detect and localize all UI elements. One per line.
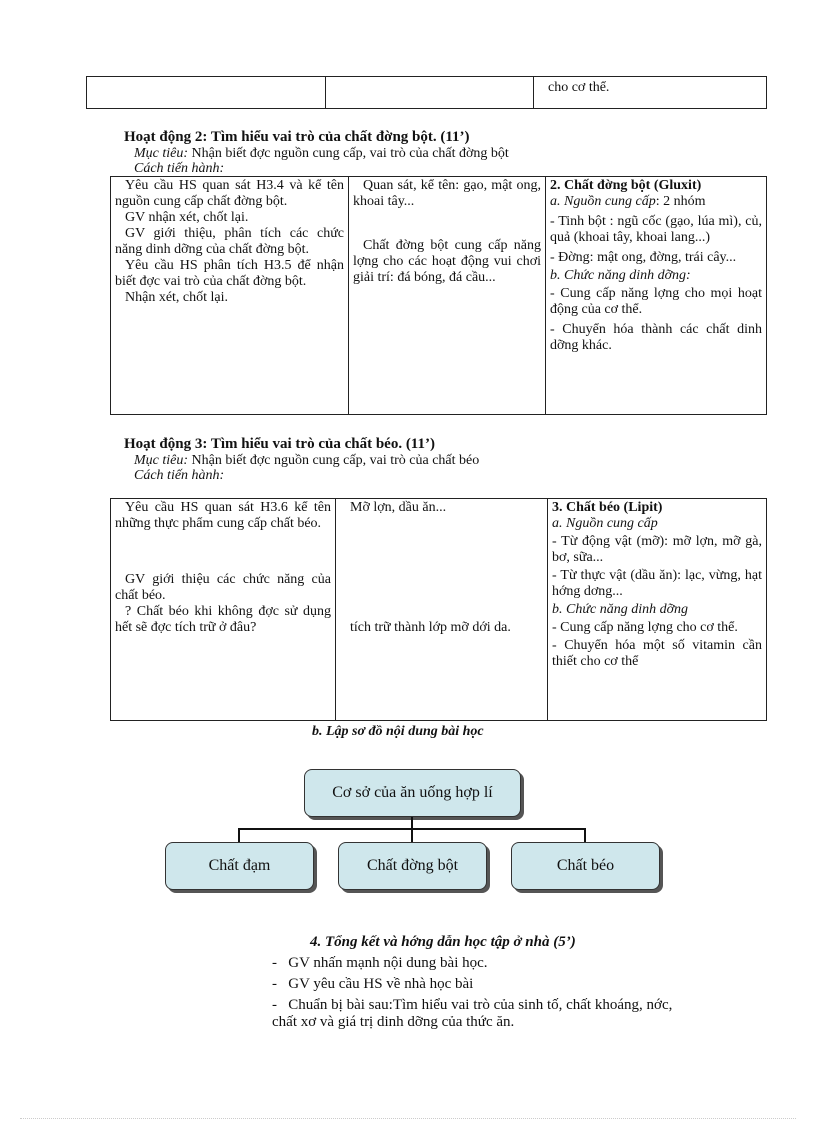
activity2-goal	[134, 146, 509, 162]
diagram-child-box-2: Chất đờng bột	[338, 842, 487, 890]
top-table-cell-1	[87, 77, 326, 109]
summary-item-2: - GV yêu cầu HS về nhà học bài	[272, 976, 474, 992]
activity3-heading: Hoạt động 3: Tìm hiểu vai trò của chất béo. (11’)	[124, 436, 435, 452]
diagram-root-label: Cơ sở của ăn uống hợp lí	[332, 784, 493, 801]
diagram-child-box-1: Chất đạm	[165, 842, 314, 890]
diagram-connector-left	[238, 828, 240, 842]
diagram-heading: b. Lập sơ đồ nội dung bài học	[312, 724, 484, 739]
activity3-goal-label: Mục tiêu:	[134, 453, 189, 468]
activity3-goal-text: Nhận biết đợc nguồn cung cấp, vai trò của chất béo	[188, 453, 480, 468]
diagram-connector-middle	[411, 828, 413, 842]
top-table-cell-2	[326, 77, 534, 109]
activity2-teacher-column: Yêu cầu HS quan sát H3.4 và kể tên nguồn cung cấp chất đờng bột. GV nhận xét, chốt lại. GV giới thiệu, phân tích các chức năng dinh dỡng của chất đờng bột. Yêu cầu HS phân tích H3.5 để nhận biết đợc vai trò của chất đờng bột. Nhận xét, chốt lại.	[111, 177, 349, 415]
activity2-goal-label: Mục tiêu:	[134, 146, 189, 161]
activity3-goal	[134, 453, 479, 469]
activity2-table	[110, 176, 767, 415]
summary-item-1: - GV nhấn mạnh nội dung bài học.	[272, 955, 488, 971]
activity3-method-label: Cách tiến hành:	[134, 468, 225, 483]
activity2-goal-text: Nhận biết đợc nguồn cung cấp, vai trò của chất đờng bột	[188, 146, 509, 161]
activity2-method-label: Cách tiến hành:	[134, 161, 225, 176]
summary-heading: 4. Tổng kết và hớng dẫn học tập ở nhà (5’)	[310, 934, 576, 950]
activity2-content-column: 2. Chất đờng bột (Gluxit) a. Nguồn cung cấp: 2 nhóm - Tinh bột : ngũ cốc (gạo, lúa mì), củ, quả (khoai tây, khoai lang...) - Đờng: mật ong, đờng, trái cây... b. Chức năng dinh dỡng: - Cung cấp năng lợng cho mọi hoạt động của cơ thể. - Chuyển hóa thành các chất dinh dỡng khác.	[546, 177, 767, 415]
activity3-student-column: Mỡ lợn, dầu ăn... tích trữ thành lớp mỡ dới da.	[336, 499, 548, 721]
summary-item-3: - Chuẩn bị bài sau:Tìm hiểu vai trò của sinh tố, chất khoáng, nớc,	[272, 997, 673, 1013]
diagram-child-box-3: Chất béo	[511, 842, 660, 890]
activity3-table	[110, 498, 767, 721]
diagram-connector-right	[584, 828, 586, 842]
activity2-student-column: Quan sát, kể tên: gạo, mật ong, khoai tây... Chất đờng bột cung cấp năng lợng cho các hoạt động vui chơi giải trí: đá bóng, đá cầu...	[349, 177, 546, 415]
top-table	[86, 76, 767, 109]
activity3-content-column: 3. Chất béo (Lipit) a. Nguồn cung cấp - Từ động vật (mỡ): mỡ lợn, mỡ gà, bơ, sữa... - Từ thực vật (dầu ăn): lạc, vừng, hạt hớng dơng... b. Chức năng dinh dỡng - Cung cấp năng lợng cho cơ thể. - Chuyển hóa một số vitamin cần thiết cho cơ thể	[548, 499, 767, 721]
activity3-teacher-column: Yêu cầu HS quan sát H3.6 kể tên những thực phẩm cung cấp chất béo. GV giới thiệu các chức năng của chất béo. ? Chất béo khi không đợc sử dụng hết sẽ đợc tích trữ ở đâu?	[111, 499, 336, 721]
page-bottom-border	[20, 1118, 796, 1119]
diagram-root-box	[304, 769, 521, 817]
activity2-heading: Hoạt động 2: Tìm hiểu vai trò của chất đờng bột. (11’)	[124, 129, 470, 145]
top-table-cell-3: cho cơ thể.	[534, 77, 767, 109]
summary-item-3-cont: chất xơ và giá trị dinh dỡng của thức ăn.	[272, 1014, 515, 1030]
